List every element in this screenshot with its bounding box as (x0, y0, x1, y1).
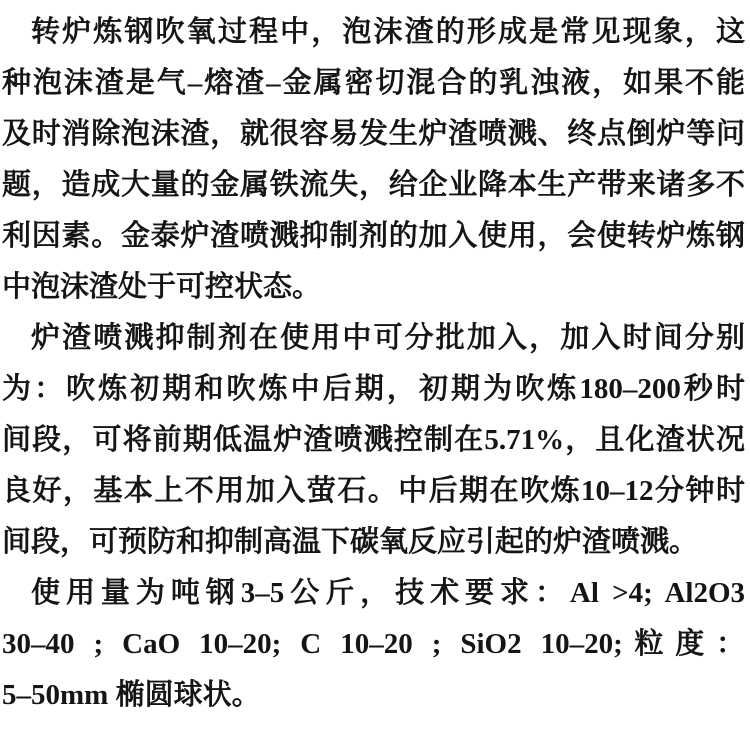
text-line: 间段，可将前期低温炉渣喷溅控制在5.71%，且化渣状况 (2, 424, 745, 456)
text-line: 间段，可预防和抑制高温下碳氧反应引起的炉渣喷溅。 (2, 526, 699, 558)
text-line: 种泡沫渣是气–熔渣–金属密切混合的乳浊液，如果不能 (2, 67, 745, 99)
text-line: 中泡沫渣处于可控状态。 (2, 271, 322, 303)
text-line: 转炉炼钢吹氧过程中，泡沫渣的形成是常见现象，这 (31, 16, 745, 48)
paragraph-dosage-specs (2, 568, 745, 721)
text-line: 30–40 ; CaO 10–20; C 10–20 ; SiO2 10–20;粒度： (2, 628, 745, 660)
text-line: 良好，基本上不用加入萤石。中后期在吹炼10–12分钟时 (2, 475, 745, 507)
text-line: 5–50mm 椭圆球状。 (2, 679, 261, 711)
text-line: 题，造成大量的金属铁流失，给企业降本生产带来诸多不 (2, 169, 745, 201)
text-line: 使用量为吨钢3–5公斤，技术要求：Al >4; Al2O3 (31, 577, 745, 609)
paragraph-usage-timing (2, 313, 745, 568)
text-line: 炉渣喷溅抑制剂在使用中可分批加入，加入时间分别 (31, 322, 745, 354)
text-line: 利因素。金泰炉渣喷溅抑制剂的加入使用，会使转炉炼钢 (2, 220, 745, 252)
paragraph-foam-slag-intro (2, 7, 745, 313)
text-line: 及时消除泡沫渣，就很容易发生炉渣喷溅、终点倒炉等问 (2, 118, 745, 150)
text-line: 为：吹炼初期和吹炼中后期，初期为吹炼180–200秒时 (2, 373, 745, 405)
